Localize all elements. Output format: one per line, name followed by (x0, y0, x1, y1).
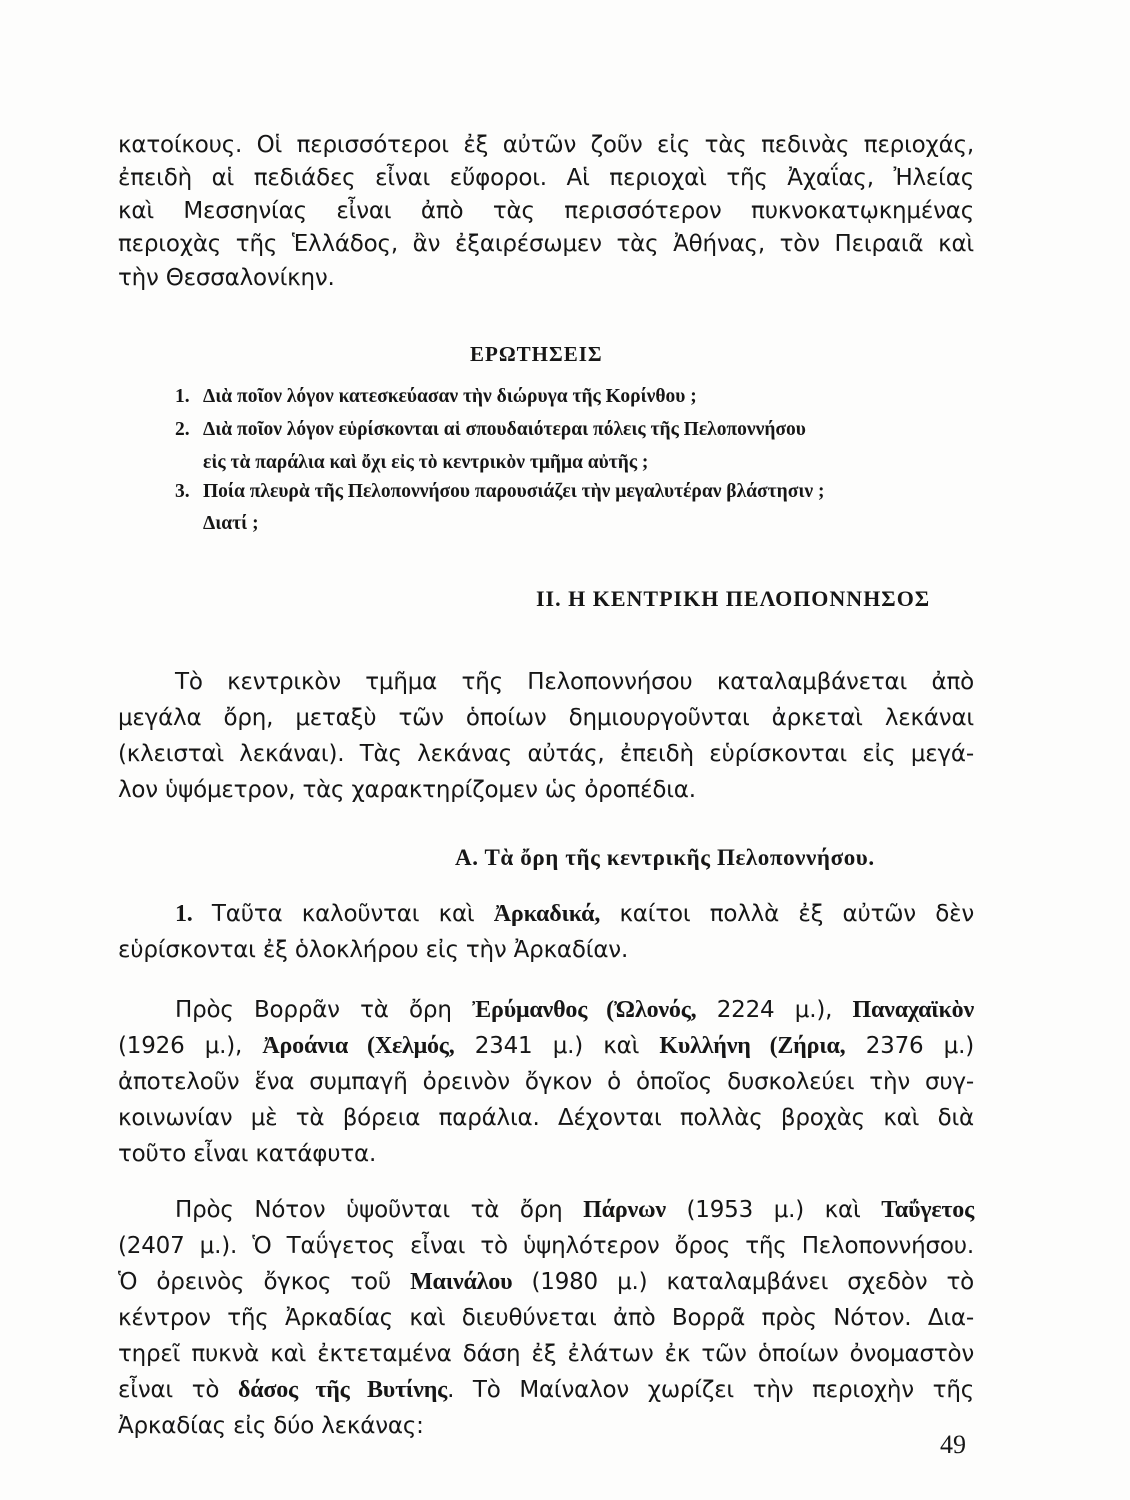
question-1-text: Διὰ ποῖον λόγον κατεσκεύασαν τὴν διώρυγα τῆς Κορίνθου ; (203, 386, 697, 407)
paragraph-4-line-3: ἀποτελοῦν ἕνα συμπαγῆ ὀρεινὸν ὄγκον ὁ ὁποῖος δυσκολεύει τὴν συγ- (118, 1069, 974, 1095)
paragraph-5-line-4: κέντρον τῆς Ἀρκαδίας καὶ διευθύνεται ἀπὸ Βορρᾶ πρὸς Νότον. Δια- (118, 1305, 974, 1331)
question-3-number: 3. (175, 481, 190, 502)
paragraph-3-text-c: καίτοι πολλὰ ἐξ αὐτῶν δὲν (600, 901, 974, 927)
paragraph-3-line-1 (175, 896, 974, 932)
paragraph-5-line-1 (175, 1192, 974, 1228)
term-aroania: Ἀροάνια (Χελμός, (262, 1033, 455, 1059)
paragraph-1-line-4: περιοχὰς τῆς Ἑλλάδος, ἂν ἐξαιρέσωμεν τὰς Ἀθήνας, τὸν Πειραιᾶ καὶ (118, 231, 974, 257)
question-2-number: 2. (175, 419, 190, 440)
paragraph-3-text-a: Ταῦτα καλοῦνται καὶ (192, 901, 494, 927)
paragraph-5-line-5: τηρεῖ πυκνὰ καὶ ἐκτεταμένα δάση ἐξ ἐλάτων ἐκ τῶν ὁποίων ὀνομαστὸν (118, 1341, 974, 1367)
subsection-heading: Α. Τὰ ὄρη τῆς κεντρικῆς Πελοποννήσου. (455, 845, 875, 870)
paragraph-5-text-c: (1953 μ.) καὶ (665, 1197, 882, 1223)
paragraph-4-text-2a: (1926 μ.), (118, 1033, 263, 1059)
paragraph-5-line-3 (118, 1264, 974, 1300)
paragraph-2-line-4: λον ὑψόμετρον, τὰς χαρακτηρίζομεν ὡς ὀροπέδια. (118, 777, 696, 803)
question-3 (175, 478, 824, 506)
term-panachaikon: Παναχαϊκὸν (852, 997, 974, 1023)
question-3-text-line-2: Διατί ; (203, 513, 259, 534)
paragraph-5-text-6a: εἶναι τὸ (118, 1377, 238, 1403)
paragraph-3-number: 1. (175, 901, 193, 927)
page-number: 49 (940, 1430, 966, 1459)
paragraph-2-line-1: Τὸ κεντρικὸν τμῆμα τῆς Πελοποννήσου καταλαμβάνεται ἀπὸ (175, 669, 974, 695)
term-taygetos: Ταΰγετος (881, 1197, 974, 1223)
paragraph-5-line-2: (2407 μ.). Ὁ Ταΰγετος εἶναι τὸ ὑψηλότερον ὄρος τῆς Πελοποννήσου. (118, 1233, 974, 1259)
paragraph-1-line-5: τὴν Θεσσαλονίκην. (118, 265, 335, 291)
questions-heading: ΕΡΩΤΗΣΕΙΣ (470, 342, 603, 366)
paragraph-4-text-2e: 2376 μ.) (845, 1033, 974, 1059)
paragraph-4-line-5: τοῦτο εἶναι κατάφυτα. (118, 1141, 377, 1167)
question-2-text-line-1: Διὰ ποῖον λόγον εὑρίσκονται αἱ σπουδαιότεραι πόλεις τῆς Πελοποννήσου (203, 419, 806, 440)
paragraph-5-text-3c: (1980 μ.) καταλαμβάνει σχεδὸν τὸ (512, 1269, 975, 1295)
paragraph-4-text-2c: 2341 μ.) καὶ (454, 1033, 660, 1059)
question-1 (175, 383, 697, 411)
paragraph-5-text-6c: . Τὸ Μαίναλον χωρίζει τὴν περιοχὴν τῆς (447, 1377, 974, 1403)
question-2 (175, 416, 806, 444)
paragraph-3-line-2: εὑρίσκονται ἐξ ὁλοκλήρου εἰς τὴν Ἀρκαδίαν. (118, 937, 629, 963)
paragraph-1-line-2: ἐπειδὴ αἱ πεδιάδες εἶναι εὔφοροι. Αἱ περιοχαὶ τῆς Ἀχαΐας, Ἠλείας (118, 165, 974, 191)
question-3-text-line-1: Ποία πλευρὰ τῆς Πελοποννήσου παρουσιάζει τὴν μεγαλυτέραν βλάστησιν ; (203, 481, 825, 502)
paragraph-5-text-a: Πρὸς Νότον ὑψοῦνται τὰ ὄρη (175, 1197, 584, 1223)
paragraph-4-text-a: Πρὸς Βορρᾶν τὰ ὄρη (175, 997, 473, 1023)
paragraph-5-text-3a: Ὁ ὀρεινὸς ὄγκος τοῦ (118, 1269, 411, 1295)
paragraph-4-text-c: 2224 μ.), (696, 997, 853, 1023)
paragraph-2-line-3: (κλεισταὶ λεκάναι). Τὰς λεκάνας αὐτάς, ἐπειδὴ εὑρίσκονται εἰς μεγά- (118, 741, 974, 767)
paragraph-4-line-2 (118, 1028, 974, 1064)
paragraph-5-line-6 (118, 1372, 974, 1408)
paragraph-1-line-1: κατοίκους. Οἱ περισσότεροι ἐξ αὐτῶν ζοῦν εἰς τὰς πεδινὰς περιοχάς, (118, 132, 974, 158)
term-arkadika: Ἀρκαδικά, (493, 901, 601, 927)
paragraph-5-line-7: Ἀρκαδίας εἰς δύο λεκάνας: (118, 1413, 424, 1439)
question-1-number: 1. (175, 386, 190, 407)
question-2-text-line-2: εἰς τὰ παράλια καὶ ὄχι εἰς τὸ κεντρικὸν τμῆμα αὐτῆς ; (203, 452, 649, 473)
term-dasos-vytinis: δάσος τῆς Βυτίνης (237, 1377, 448, 1403)
term-mainalou: Μαινάλου (410, 1269, 513, 1295)
term-erymanthos: Ἐρύμανθος (Ὠλονός, (472, 997, 697, 1023)
section-heading: ΙΙ. Η ΚΕΝΤΡΙΚΗ ΠΕΛΟΠΟΝΝΗΣΟΣ (536, 586, 931, 611)
paragraph-4-line-1 (175, 992, 974, 1028)
paragraph-2-line-2: μεγάλα ὄρη, μεταξὺ τῶν ὁποίων δημιουργοῦνται ἀρκεταὶ λεκάναι (118, 705, 974, 731)
term-kyllini: Κυλλήνη (Ζήρια, (659, 1033, 846, 1059)
term-parnon: Πάρνων (583, 1197, 666, 1223)
paragraph-1-line-3: καὶ Μεσσηνίας εἶναι ἀπὸ τὰς περισσότερον πυκνοκατῳκημένας (118, 198, 974, 224)
paragraph-4-line-4: κοινωνίαν μὲ τὰ βόρεια παράλια. Δέχονται πολλὰς βροχὰς καὶ διὰ (118, 1105, 974, 1131)
